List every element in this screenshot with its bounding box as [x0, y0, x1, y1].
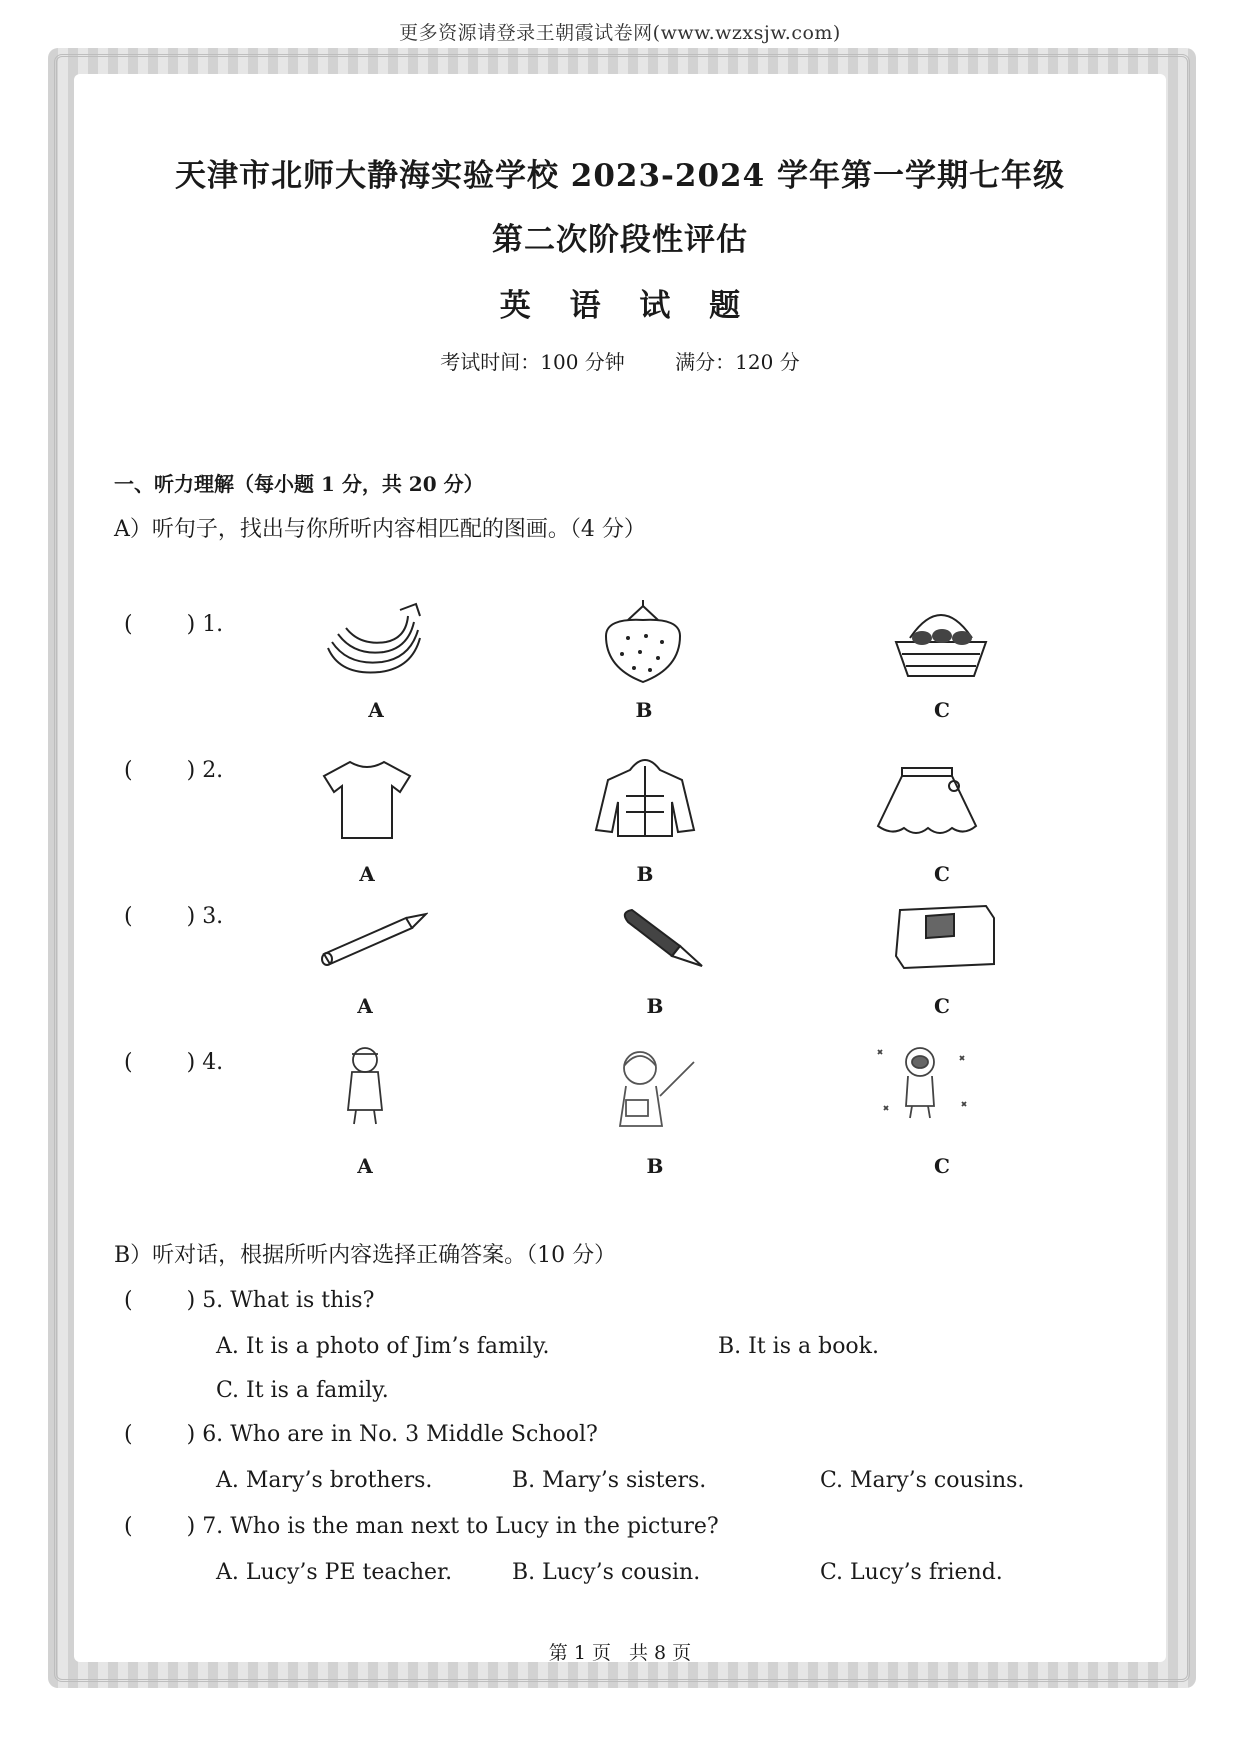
- option-letter-3b: B: [646, 994, 664, 1018]
- pencil-picture[interactable]: [318, 898, 428, 984]
- q5-option-b[interactable]: B. It is a book.: [718, 1334, 880, 1359]
- page-footer: [0, 1638, 1240, 1665]
- q6-option-a[interactable]: A. Mary’s brothers.: [216, 1468, 433, 1493]
- section-listening-heading: 一、听力理解（每小题 1 分，共 20 分）: [114, 472, 484, 496]
- eraser-icon: [890, 894, 1000, 980]
- jacket-picture[interactable]: [590, 752, 700, 838]
- q6-option-c[interactable]: C. Mary’s cousins.: [820, 1468, 1025, 1493]
- question-3-number: ( ) 3.: [124, 904, 224, 929]
- strawberry-picture[interactable]: [588, 598, 698, 684]
- option-letter-4b: B: [646, 1154, 664, 1178]
- q5-option-c[interactable]: C. It is a family.: [216, 1378, 389, 1403]
- teacher-picture[interactable]: [596, 1044, 706, 1130]
- option-letter-2b: B: [636, 862, 654, 886]
- part-a-instruction: A）听句子，找出与你所听内容相匹配的图画。（4 分）: [114, 517, 646, 542]
- exam-time: 考试时间：100 分钟: [440, 350, 625, 374]
- pen-picture[interactable]: [610, 902, 720, 988]
- q6-option-b[interactable]: B. Mary’s sisters.: [512, 1468, 707, 1493]
- option-letter-2c: C: [934, 862, 950, 886]
- astronaut-icon: [866, 1036, 976, 1122]
- page-total: 共 8 页: [629, 1642, 692, 1664]
- eraser-picture[interactable]: [890, 894, 1000, 980]
- option-letter-1b: B: [635, 698, 653, 722]
- basket-icon: [886, 598, 996, 684]
- option-letter-1c: C: [934, 698, 950, 722]
- question-4-number: ( ) 4.: [124, 1050, 224, 1075]
- option-letter-3c: C: [934, 994, 950, 1018]
- option-letter-3a: A: [357, 994, 373, 1018]
- t-shirt-picture[interactable]: [312, 756, 422, 842]
- exam-title-line2: 第二次阶段性评估: [492, 222, 748, 258]
- bananas-icon: [320, 598, 430, 684]
- pencil-icon: [318, 898, 428, 984]
- option-letter-1a: A: [368, 698, 384, 722]
- question-2-number: ( ) 2.: [124, 758, 224, 783]
- question-7: ( ) 7. Who is the man next to Lucy in the picture?: [124, 1514, 719, 1539]
- skirt-icon: [872, 756, 982, 842]
- q7-option-c[interactable]: C. Lucy’s friend.: [820, 1560, 1003, 1585]
- full-score: 满分：120 分: [675, 350, 800, 374]
- option-letter-4a: A: [357, 1154, 373, 1178]
- q5-option-a[interactable]: A. It is a photo of Jim’s family.: [216, 1334, 550, 1359]
- q7-option-a[interactable]: A. Lucy’s PE teacher.: [216, 1560, 453, 1585]
- option-letter-2a: A: [359, 862, 375, 886]
- subject-title: 英 语 试 题: [499, 288, 741, 324]
- pilot-picture[interactable]: [310, 1040, 420, 1126]
- strawberry-icon: [588, 598, 698, 684]
- question-1-number: ( ) 1.: [124, 612, 224, 637]
- basket-of-eggs-picture[interactable]: [886, 598, 996, 684]
- pilot-icon: [310, 1040, 420, 1126]
- bananas-picture[interactable]: [320, 598, 430, 684]
- q7-option-b[interactable]: B. Lucy’s cousin.: [512, 1560, 701, 1585]
- exam-title-line1: 天津市北师大静海实验学校 2023-2024 学年第一学期七年级: [174, 158, 1065, 194]
- part-b-instruction: B）听对话，根据所听内容选择正确答案。（10 分）: [114, 1243, 617, 1268]
- pen-icon: [610, 902, 720, 988]
- question-6: ( ) 6. Who are in No. 3 Middle School?: [124, 1422, 598, 1447]
- page-number: 第 1 页: [548, 1642, 611, 1664]
- teacher-icon: [596, 1044, 706, 1130]
- astronaut-picture[interactable]: [866, 1036, 976, 1122]
- skirt-picture[interactable]: [872, 756, 982, 842]
- jacket-icon: [590, 752, 700, 838]
- question-5: ( ) 5. What is this?: [124, 1288, 375, 1313]
- source-note: 更多资源请登录王朝霞试卷网(www.wzxsjw.com): [399, 22, 841, 44]
- exam-meta: [0, 346, 1240, 375]
- option-letter-4c: C: [934, 1154, 950, 1178]
- t-shirt-icon: [312, 756, 422, 842]
